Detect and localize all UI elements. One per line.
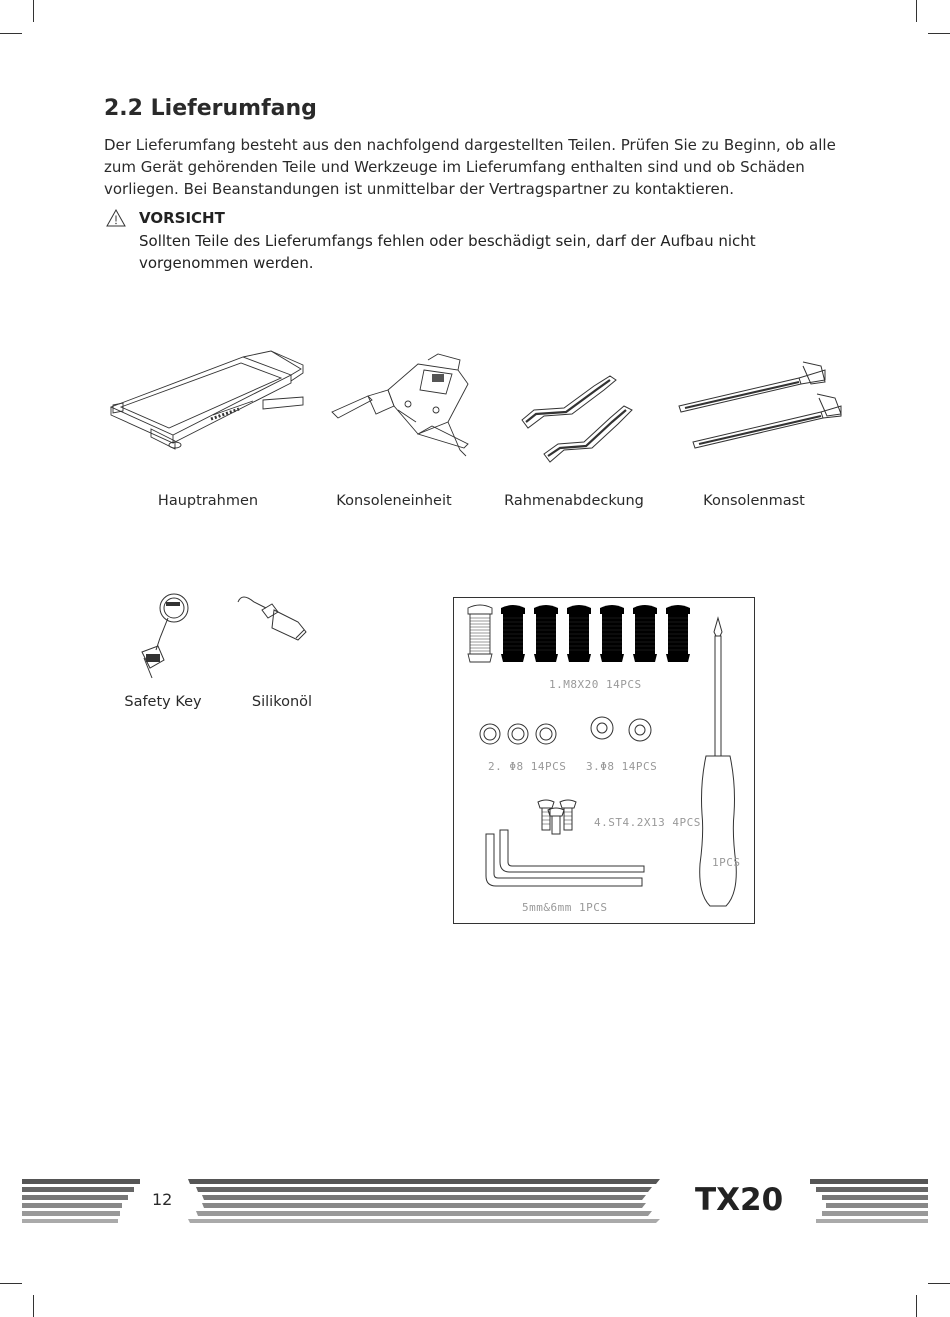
allen-keys-illustration xyxy=(484,826,648,898)
washer-a-label: 2. Φ8 14PCS xyxy=(488,760,567,773)
caption-console-mast: Konsolenmast xyxy=(703,493,805,509)
caption-frame-cover: Rahmenabdeckung xyxy=(504,493,644,509)
model-name: TX20 xyxy=(695,1182,784,1218)
frame-cover-illustration xyxy=(514,370,644,465)
intro-paragraph: Der Lieferumfang besteht aus den nachfolgend dargestellten Teilen. Prüfen Sie zu Beginn, ob alle zum Gerät gehörenden Teile und Werkzeuge im Lieferumfang enthalten sind und ob Schäden vorliegen. Bei Beanstandungen ist unmittelbar der Vertragspartner zu kontaktieren. xyxy=(104,136,836,198)
safety-key-illustration xyxy=(130,590,200,685)
washer-b-label: 3.Φ8 14PCS xyxy=(586,760,658,773)
crop-mark xyxy=(916,0,917,22)
section-heading: 2.2 Lieferumfang xyxy=(104,96,317,121)
footer-band xyxy=(0,1175,950,1225)
crop-mark xyxy=(0,33,22,34)
screwdriver-illustration xyxy=(692,614,746,914)
warning-icon xyxy=(106,209,126,227)
caution-title: VORSICHT xyxy=(139,209,225,227)
console-unit-illustration xyxy=(328,352,478,472)
crop-mark xyxy=(33,0,34,22)
page-number: 12 xyxy=(152,1190,173,1209)
crop-mark xyxy=(0,1283,22,1284)
crop-mark xyxy=(33,1295,34,1317)
bolts-illustration xyxy=(464,604,700,666)
screwdriver-label: 1PCS xyxy=(712,856,741,869)
main-frame-illustration xyxy=(103,345,313,460)
bolts-label: 1.M8X20 14PCS xyxy=(549,678,642,691)
screws-label: 4.ST4.2X13 4PCS xyxy=(594,816,701,829)
allen-keys-label: 5mm&6mm 1PCS xyxy=(522,901,608,914)
crop-mark xyxy=(928,33,950,34)
console-mast-illustration xyxy=(675,352,850,457)
caption-main-frame: Hauptrahmen xyxy=(157,493,259,509)
caption-safety-key: Safety Key xyxy=(124,694,202,710)
caption-silicone-oil: Silikonöl xyxy=(251,694,313,710)
hardware-kit-panel xyxy=(453,597,755,924)
caption-console-unit: Konsoleneinheit xyxy=(336,493,452,509)
crop-mark xyxy=(928,1283,950,1284)
washers-illustration xyxy=(478,716,658,746)
caution-text: Sollten Teile des Lieferumfangs fehlen oder beschädigt sein, darf der Aufbau nicht vorgenommen werden. xyxy=(139,232,756,272)
crop-mark xyxy=(916,1295,917,1317)
silicone-oil-illustration xyxy=(232,588,312,648)
